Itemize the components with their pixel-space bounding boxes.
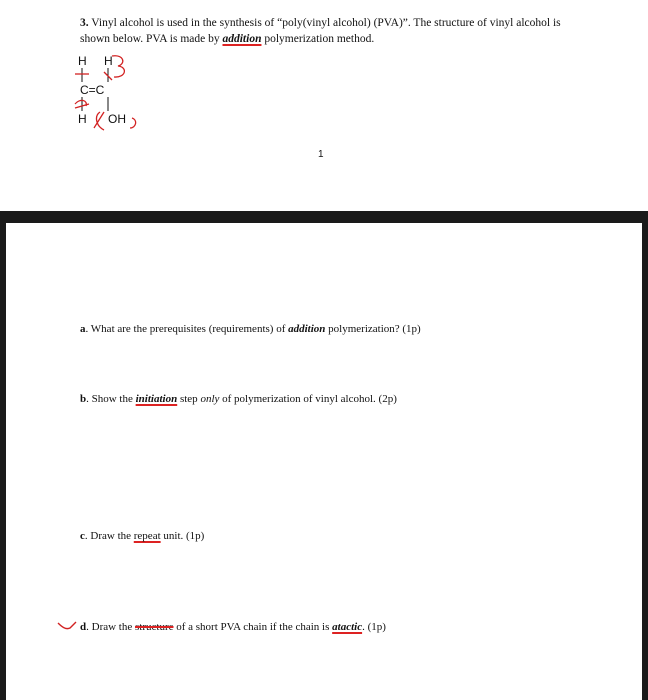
- part-b-text-end: of polymerization of vinyl alcohol. (2p): [219, 393, 397, 405]
- structure-bottom-left-h: H: [78, 112, 87, 126]
- part-d-text-end: . (1p): [362, 621, 386, 633]
- page-border-left: [0, 223, 6, 700]
- vinyl-alcohol-structure: [74, 52, 154, 132]
- page-number: 1: [318, 149, 324, 160]
- page-border-right: [642, 223, 648, 700]
- part-b-text: . Show the: [86, 393, 136, 405]
- part-d-text: . Draw the: [86, 621, 135, 633]
- part-d-atactic: atactic: [332, 621, 363, 633]
- red-check-mark: [56, 618, 78, 632]
- question-3-text: [80, 15, 600, 47]
- structure-top-right-h: H: [104, 54, 113, 68]
- part-b: [80, 392, 397, 406]
- question-line-1: Vinyl alcohol is used in the synthesis of “poly(vinyl alcohol) (PVA)”. The structure of vinyl alcohol is: [88, 17, 561, 29]
- question-line-2-end: polymerization method.: [261, 33, 375, 45]
- part-d: [80, 620, 386, 634]
- part-c-text: . Draw the: [84, 530, 134, 542]
- structure-double-bond: C=C: [80, 83, 105, 97]
- part-a-text-end: polymerization? (1p): [325, 323, 421, 335]
- part-d-label: d: [80, 621, 87, 633]
- part-c-label: c: [80, 530, 85, 542]
- part-b-label: b: [80, 393, 87, 405]
- page-one: [0, 0, 648, 211]
- part-a: [80, 322, 421, 336]
- structure-bottom-right-oh: OH: [108, 112, 126, 126]
- question-line-2: shown below. PVA is made by: [80, 33, 223, 45]
- page-divider: [0, 211, 648, 223]
- part-a-emphasis: addition: [288, 323, 326, 335]
- part-d-struck-word: structure: [135, 621, 174, 633]
- part-c-text-end: unit. (1p): [160, 530, 205, 542]
- addition-emphasis: addition: [222, 33, 262, 45]
- question-number: 3.: [80, 17, 89, 29]
- part-b-only: only: [200, 393, 220, 405]
- part-b-text-mid: step: [177, 393, 201, 405]
- part-c-repeat: repeat: [133, 530, 161, 542]
- part-c: [80, 529, 204, 543]
- part-d-text-mid: of a short PVA chain if the chain is: [173, 621, 333, 633]
- part-b-initiation: initiation: [135, 393, 178, 405]
- part-a-text: . What are the prerequisites (requirements) of: [85, 323, 289, 335]
- structure-top-left-h: H: [78, 54, 87, 68]
- part-a-label: a: [80, 323, 86, 335]
